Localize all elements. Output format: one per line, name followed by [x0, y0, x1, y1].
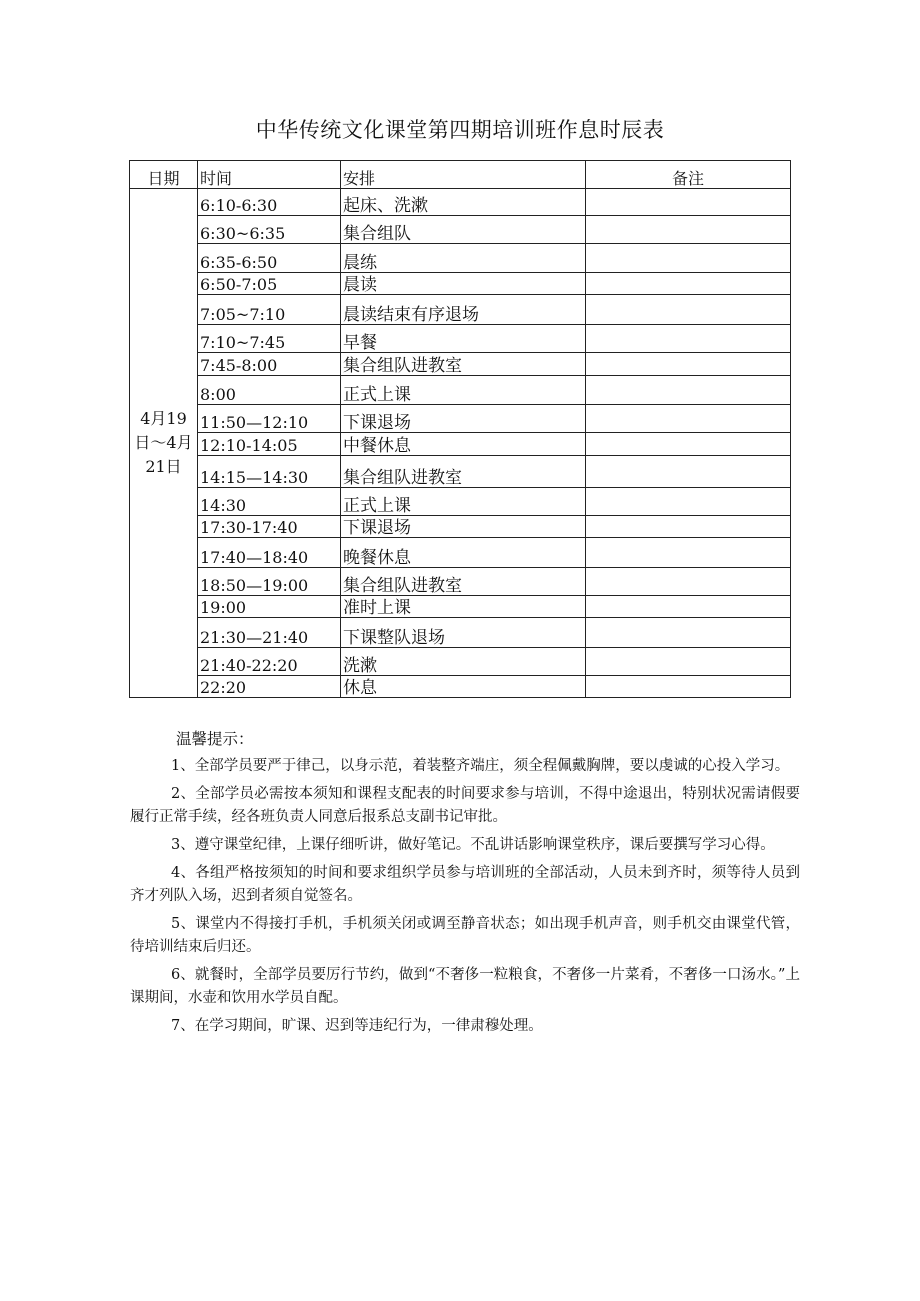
note-cell [586, 433, 791, 456]
note-cell [586, 189, 791, 216]
date-line: 日～4月 [134, 433, 193, 452]
time-cell: 21:40-22:20 [198, 648, 341, 676]
header-time: 时间 [198, 161, 341, 189]
time-cell: 6:10-6:30 [198, 189, 341, 216]
activity-cell: 集合组队 [341, 216, 586, 244]
table-row [130, 488, 791, 516]
table-row [130, 676, 791, 698]
note-cell [586, 325, 791, 353]
note-cell [586, 456, 791, 488]
note-cell [586, 676, 791, 698]
time-cell: 14:30 [198, 488, 341, 516]
activity-cell: 集合组队进教室 [341, 456, 586, 488]
time-cell: 19:00 [198, 596, 341, 618]
date-line: 21日 [145, 457, 182, 476]
table-row [130, 618, 791, 648]
note-item: 4、各组严格按须知的时间和要求组织学员参与培训班的全部活动，人员未到齐时，须等待人员到齐才列队入场，迟到者须自觉签名。 [130, 865, 800, 904]
table-row [130, 325, 791, 353]
note-cell [586, 273, 791, 295]
activity-cell: 下课整队退场 [341, 618, 586, 648]
note-cell [586, 244, 791, 273]
note-item: 5、课堂内不得接打手机，手机须关闭或调至静音状态；如出现手机声音，则手机交由课堂代管，待培训结束后归还。 [130, 916, 800, 955]
time-cell: 17:30-17:40 [198, 516, 341, 538]
activity-cell: 准时上课 [341, 596, 586, 618]
table-row [130, 648, 791, 676]
note-cell [586, 618, 791, 648]
activity-cell: 集合组队进教室 [341, 568, 586, 596]
time-cell: 22:20 [198, 676, 341, 698]
header-date: 日期 [130, 161, 198, 189]
notes-list [130, 755, 800, 1038]
note-cell [586, 488, 791, 516]
page-title: 中华传统文化课堂第四期培训班作息时辰表 [255, 118, 665, 142]
note-cell [586, 353, 791, 376]
time-cell: 21:30—21:40 [198, 618, 341, 648]
activity-cell: 正式上课 [341, 488, 586, 516]
table-header-row [130, 161, 791, 189]
activity-cell: 晨练 [341, 244, 586, 273]
time-cell: 17:40—18:40 [198, 538, 341, 568]
activity-cell: 早餐 [341, 325, 586, 353]
table-row [130, 456, 791, 488]
note-cell [586, 216, 791, 244]
note-cell [586, 538, 791, 568]
activity-cell: 休息 [341, 676, 586, 698]
date-cell [130, 189, 198, 698]
table-row [130, 568, 791, 596]
note-item: 6、就餐时，全部学员要厉行节约，做到“不奢侈一粒粮食，不奢侈一片菜肴，不奢侈一口汤水。”上课期间，水壶和饮用水学员自配。 [130, 967, 800, 1006]
activity-cell: 晚餐休息 [341, 538, 586, 568]
time-cell: 14:15—14:30 [198, 456, 341, 488]
notes-heading: 温馨提示： [176, 730, 254, 748]
time-cell: 12:10-14:05 [198, 433, 341, 456]
header-note: 备注 [586, 161, 791, 189]
note-cell [586, 405, 791, 433]
note-item: 7、在学习期间，旷课、迟到等违纪行为，一律肃穆处理。 [171, 1018, 543, 1034]
table-row [130, 405, 791, 433]
note-item: 1、全部学员要严于律己，以身示范，着装整齐端庄，须全程佩戴胸牌，要以虔诚的心投入学习。 [171, 758, 790, 774]
note-item: 2、全部学员必需按本须知和课程支配表的时间要求参与培训，不得中途退出，特别状况需请假要履行正常手续，经各班负责人同意后报系总支副书记审批。 [130, 786, 800, 825]
table-row [130, 244, 791, 273]
time-cell: 7:10~7:45 [198, 325, 341, 353]
time-cell: 8:00 [198, 376, 341, 405]
note-cell [586, 596, 791, 618]
table-row [130, 596, 791, 618]
table-row [130, 273, 791, 295]
activity-cell: 起床、洗漱 [341, 189, 586, 216]
activity-cell: 正式上课 [341, 376, 586, 405]
date-line: 4月19 [140, 409, 187, 428]
time-cell: 7:05~7:10 [198, 295, 341, 325]
time-cell: 11:50—12:10 [198, 405, 341, 433]
schedule-table [129, 160, 791, 698]
table-row [130, 538, 791, 568]
activity-cell: 中餐休息 [341, 433, 586, 456]
table-row [130, 216, 791, 244]
table-row [130, 433, 791, 456]
table-row [130, 189, 791, 216]
header-activity: 安排 [341, 161, 586, 189]
notes-section [130, 728, 800, 1043]
table-row [130, 353, 791, 376]
table-row [130, 295, 791, 325]
time-cell: 6:30~6:35 [198, 216, 341, 244]
note-cell [586, 568, 791, 596]
activity-cell: 下课退场 [341, 405, 586, 433]
activity-cell: 洗漱 [341, 648, 586, 676]
table-row [130, 516, 791, 538]
note-cell [586, 516, 791, 538]
time-cell: 6:35-6:50 [198, 244, 341, 273]
note-item: 3、遵守课堂纪律，上课仔细听讲，做好笔记。不乱讲话影响课堂秩序，课后要撰写学习心得。 [171, 837, 775, 853]
note-cell [586, 295, 791, 325]
activity-cell: 集合组队进教室 [341, 353, 586, 376]
time-cell: 7:45-8:00 [198, 353, 341, 376]
activity-cell: 下课退场 [341, 516, 586, 538]
note-cell [586, 648, 791, 676]
note-cell [586, 376, 791, 405]
activity-cell: 晨读 [341, 273, 586, 295]
activity-cell: 晨读结束有序退场 [341, 295, 586, 325]
table-row [130, 376, 791, 405]
time-cell: 18:50—19:00 [198, 568, 341, 596]
time-cell: 6:50-7:05 [198, 273, 341, 295]
